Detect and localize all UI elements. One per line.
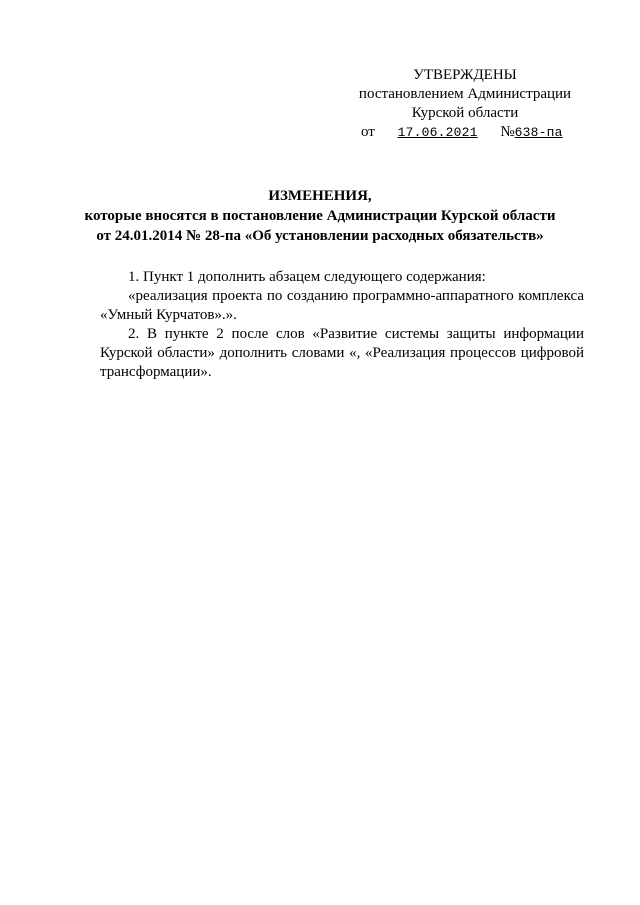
title-line-1: которые вносятся в постановление Администрации Курской области	[84, 208, 556, 224]
approval-reference	[345, 123, 585, 142]
approval-line-2: Курской области	[411, 105, 519, 121]
paragraph-3: 2. В пункте 2 после слов «Развитие системы защиты информации Курской области» дополнить словами «, «Реализация процессов цифровой трансформации».	[100, 326, 584, 380]
date-prefix: от	[361, 124, 375, 140]
approval-status: УТВЕРЖДЕНЫ	[413, 67, 517, 83]
document-body	[100, 268, 584, 382]
approval-block	[345, 66, 585, 142]
title-heading: ИЗМЕНЕНИЯ,	[268, 188, 372, 204]
approval-line-1: постановлением Администрации	[358, 86, 572, 102]
paragraph-1: 1. Пункт 1 дополнить абзацем следующего содержания:	[128, 269, 486, 285]
paragraph-2: «реализация проекта по созданию программно-аппаратного комплекса «Умный Курчатов».».	[100, 288, 584, 323]
number-prefix: №	[500, 124, 515, 140]
approval-number: 638-па	[514, 125, 563, 140]
approval-date: 17.06.2021	[397, 125, 478, 140]
document-title	[60, 186, 580, 246]
title-line-2: от 24.01.2014 № 28-па «Об установлении расходных обязательств»	[96, 228, 544, 244]
